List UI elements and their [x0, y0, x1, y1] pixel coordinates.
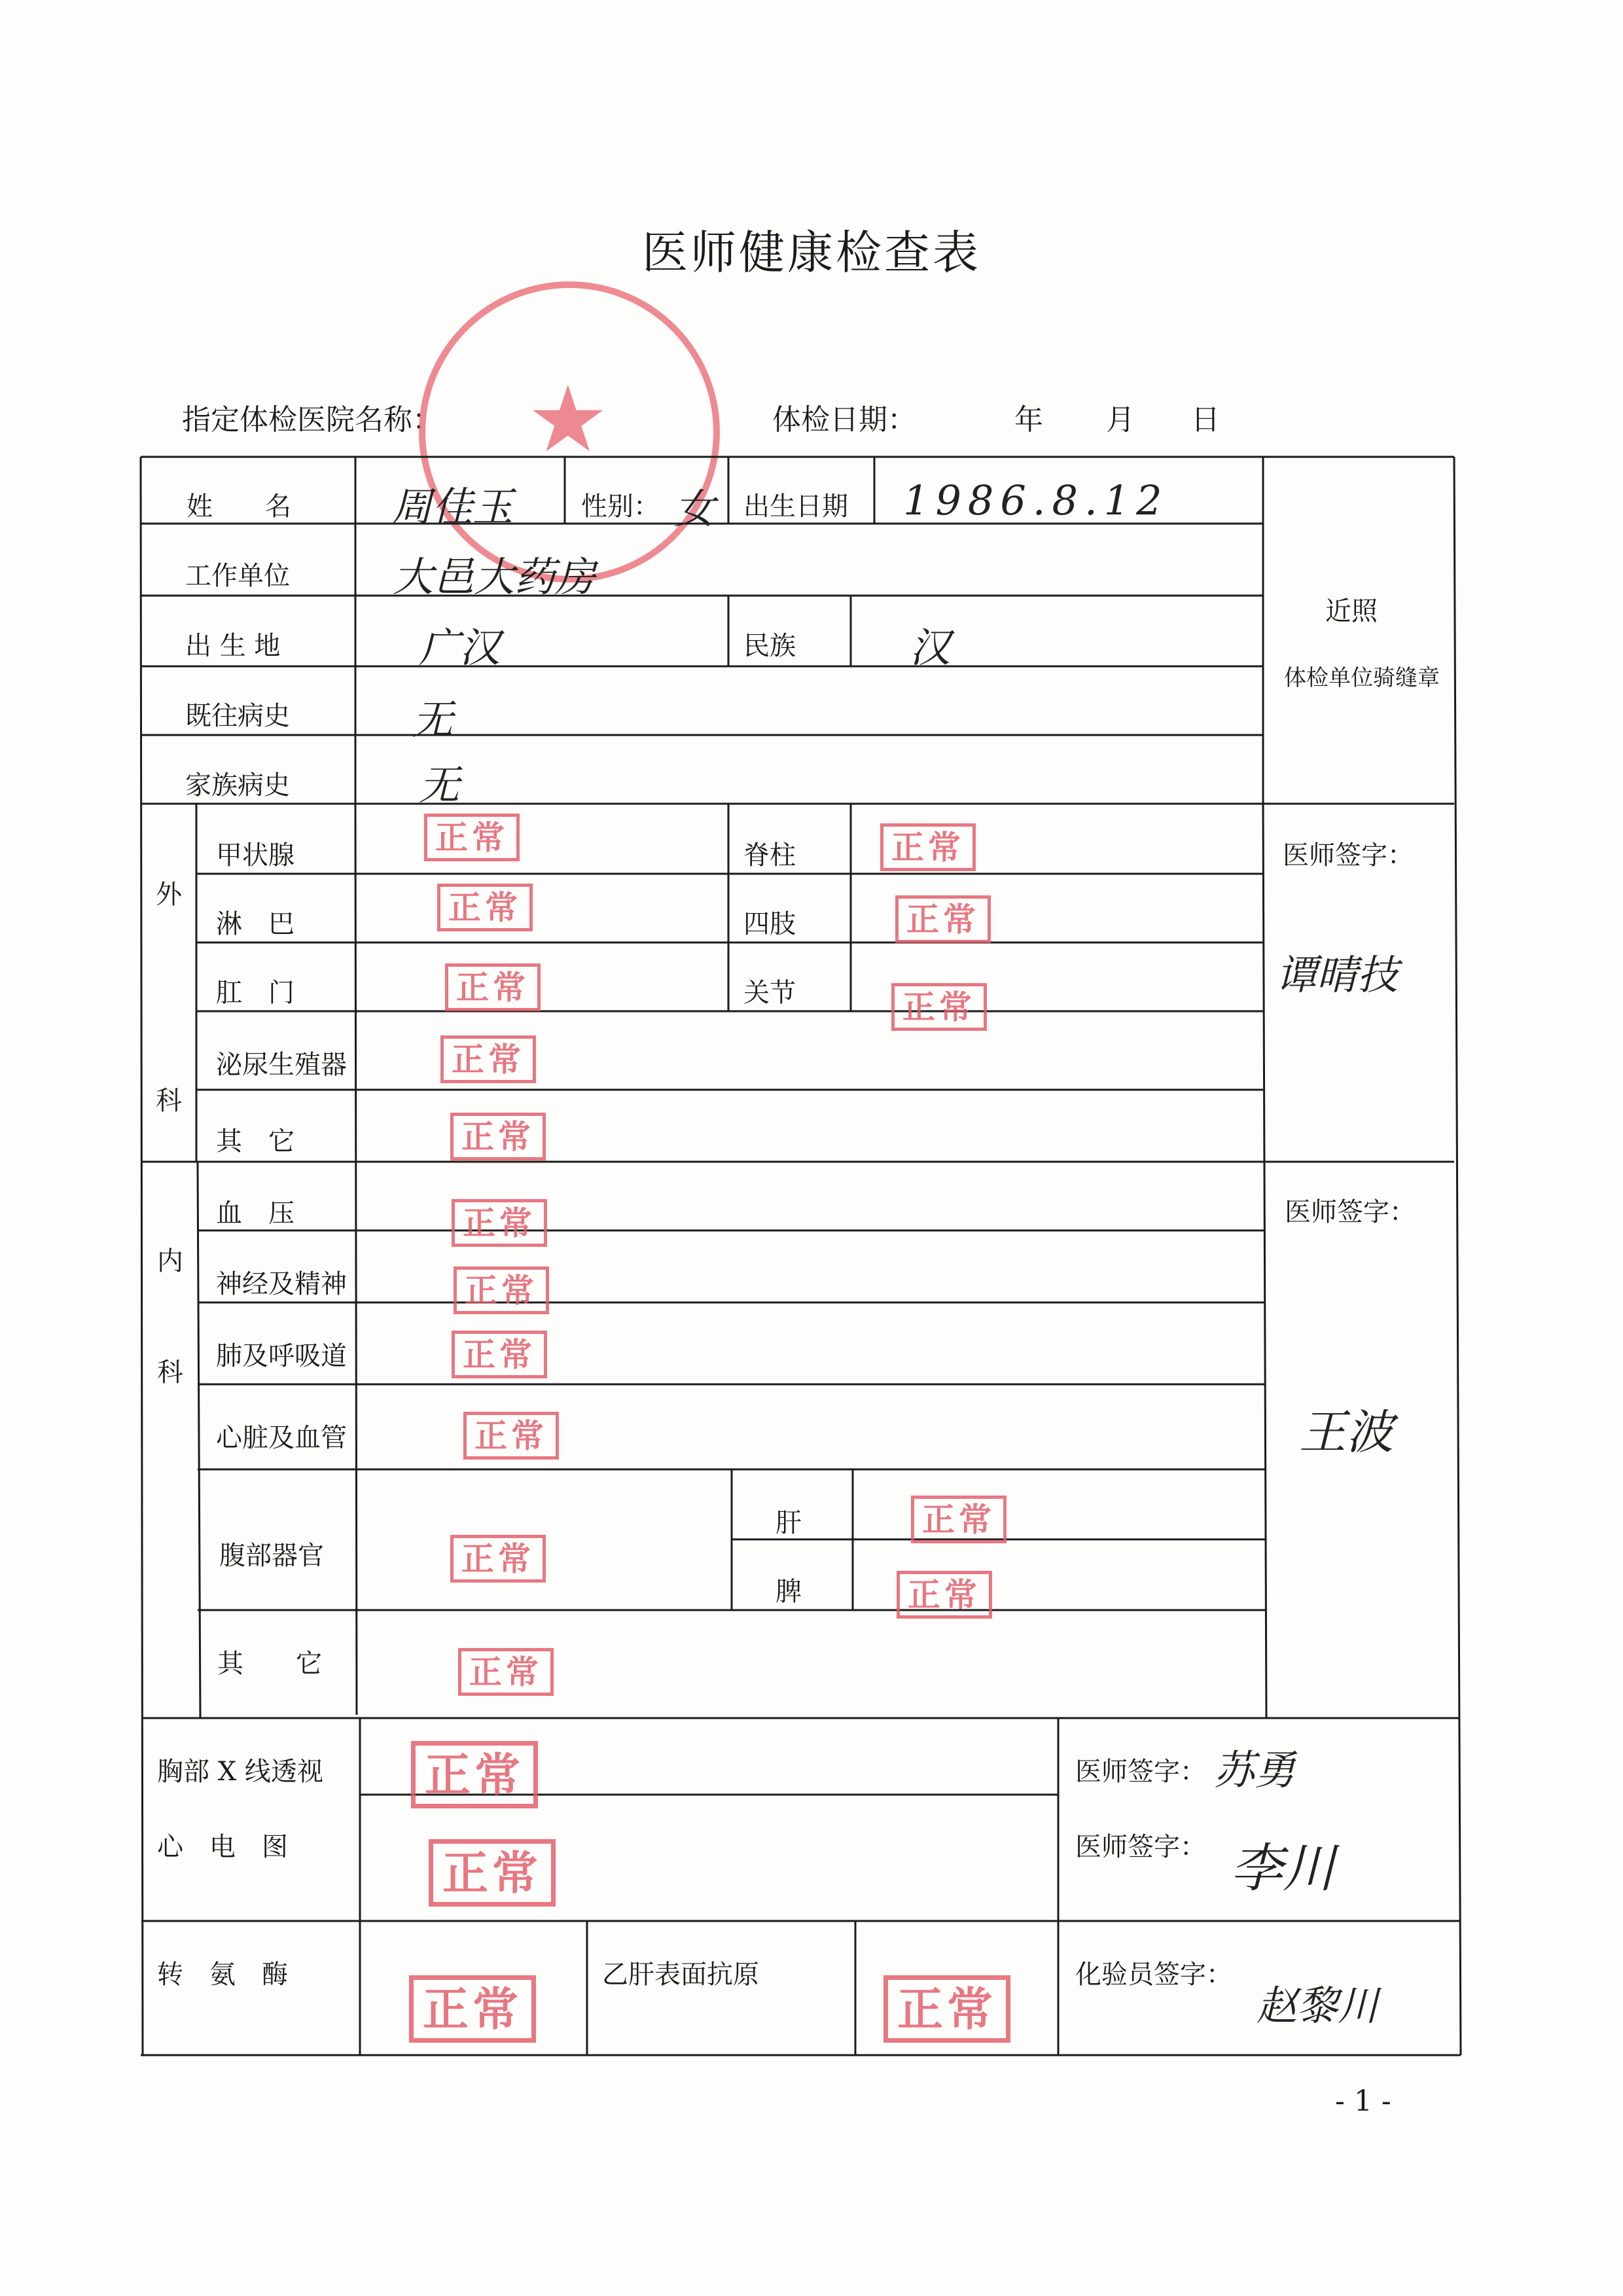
page-number: - 1 - [1335, 2085, 1391, 2118]
xray-doctor-signature: 苏勇 [1214, 1746, 1296, 1794]
ethnic-value: 汉 [910, 624, 951, 672]
hbsag-label: 乙肝表面抗原 [602, 1960, 759, 1990]
blood-pressure-label: 血 压 [216, 1198, 294, 1229]
chest-xray-label: 胸部 X 线透视 [157, 1757, 323, 1787]
birth-date-label: 出生日期 [743, 492, 848, 522]
hospital-name-label: 指定体检医院名称： [182, 403, 441, 437]
lymph-label: 淋 巴 [216, 909, 294, 939]
internal-doctor-sign-label: 医师签字： [1285, 1197, 1416, 1227]
day-label: 日 [1191, 403, 1220, 437]
normal-stamp-limbs: 正常 [895, 895, 991, 943]
transaminase-label: 转 氨 酶 [157, 1960, 288, 1990]
internal-dept-label-1: 内 [157, 1246, 183, 1276]
normal-stamp-liver: 正常 [911, 1496, 1007, 1543]
normal-stamp-surgery-other: 正常 [450, 1113, 546, 1160]
liver-label: 肝 [776, 1508, 802, 1538]
normal-stamp-internal-other: 正常 [458, 1648, 554, 1696]
birthplace-value: 广汉 [419, 624, 501, 672]
normal-stamp-anus: 正常 [445, 963, 541, 1011]
lab-tech-sign-label: 化验员签字： [1075, 1960, 1232, 1990]
past-history-value: 无 [412, 696, 454, 744]
normal-stamp-bp: 正常 [452, 1199, 547, 1247]
spine-label: 脊柱 [743, 840, 796, 870]
normal-stamp-transaminase: 正常 [409, 1975, 536, 2043]
anus-label: 肛 门 [216, 978, 294, 1008]
surgery-doctor-signature: 谭晴技 [1276, 951, 1399, 999]
normal-stamp-spleen: 正常 [897, 1571, 992, 1619]
normal-stamp-spine: 正常 [880, 823, 976, 871]
normal-stamp-hbsag: 正常 [883, 1975, 1010, 2043]
name-value: 周佳玉 [391, 483, 514, 531]
limbs-label: 四肢 [743, 909, 796, 939]
month-label: 月 [1106, 403, 1135, 437]
normal-stamp-ecg: 正常 [429, 1839, 556, 1907]
page-title: 医师健康检查表 [642, 226, 981, 279]
ethnic-label: 民族 [743, 631, 796, 661]
surgery-other-label: 其 它 [216, 1126, 294, 1157]
urogenital-label: 泌尿生殖器 [216, 1050, 347, 1080]
normal-stamp-joints: 正常 [891, 983, 987, 1031]
ecg-doctor-signature: 李川 [1230, 1838, 1335, 1899]
thyroid-label: 甲状腺 [216, 840, 294, 870]
spleen-label: 脾 [776, 1577, 802, 1607]
family-history-value: 无 [419, 761, 460, 809]
ecg-doctor-sign-label: 医师签字： [1075, 1832, 1206, 1862]
photo-seal-note: 体检单位骑缝章 [1284, 665, 1440, 691]
internal-dept-label-2: 科 [157, 1357, 183, 1388]
surgery-doctor-sign-label: 医师签字： [1283, 840, 1414, 870]
photo-label: 近照 [1325, 596, 1378, 626]
xray-doctor-sign-label: 医师签字： [1075, 1757, 1206, 1787]
sex-label: 性别： [581, 492, 660, 522]
heart-vessel-label: 心脏及血管 [216, 1423, 347, 1453]
normal-stamp-thyroid: 正常 [424, 814, 520, 861]
surgery-dept-label-1: 外 [156, 880, 182, 910]
internal-doctor-signature: 王波 [1299, 1405, 1394, 1460]
name-label: 姓 名 [187, 492, 291, 522]
family-history-label: 家族病史 [185, 770, 290, 800]
year-label: 年 [1014, 403, 1043, 437]
normal-stamp-lymph: 正常 [437, 884, 533, 931]
abdomen-label: 腹部器官 [219, 1541, 324, 1571]
normal-stamp-xray: 正常 [411, 1741, 538, 1808]
birthplace-label: 出 生 地 [185, 631, 281, 661]
surgery-dept-label-2: 科 [156, 1086, 182, 1116]
normal-stamp-lung: 正常 [452, 1331, 547, 1378]
normal-stamp-nerve: 正常 [454, 1266, 549, 1314]
exam-date-label: 体检日期： [772, 403, 916, 437]
birth-date-value: 1986.8.12 [903, 476, 1169, 524]
lab-tech-signature: 赵黎川 [1257, 1982, 1379, 2030]
ecg-label: 心 电 图 [157, 1832, 288, 1862]
work-unit-label: 工作单位 [185, 561, 290, 591]
lung-respiratory-label: 肺及呼吸道 [216, 1341, 347, 1371]
normal-stamp-heart: 正常 [463, 1412, 559, 1460]
joints-label: 关节 [743, 978, 796, 1008]
work-unit-value: 大邑大药房 [393, 553, 596, 601]
past-history-label: 既往病史 [185, 701, 290, 731]
normal-stamp-urogenital: 正常 [440, 1035, 536, 1083]
nerve-mental-label: 神经及精神 [216, 1269, 347, 1299]
internal-other-label: 其 它 [217, 1649, 322, 1679]
sex-value: 女 [674, 485, 715, 533]
seal-star-icon: ★ [527, 367, 609, 473]
normal-stamp-abdomen: 正常 [450, 1535, 546, 1583]
